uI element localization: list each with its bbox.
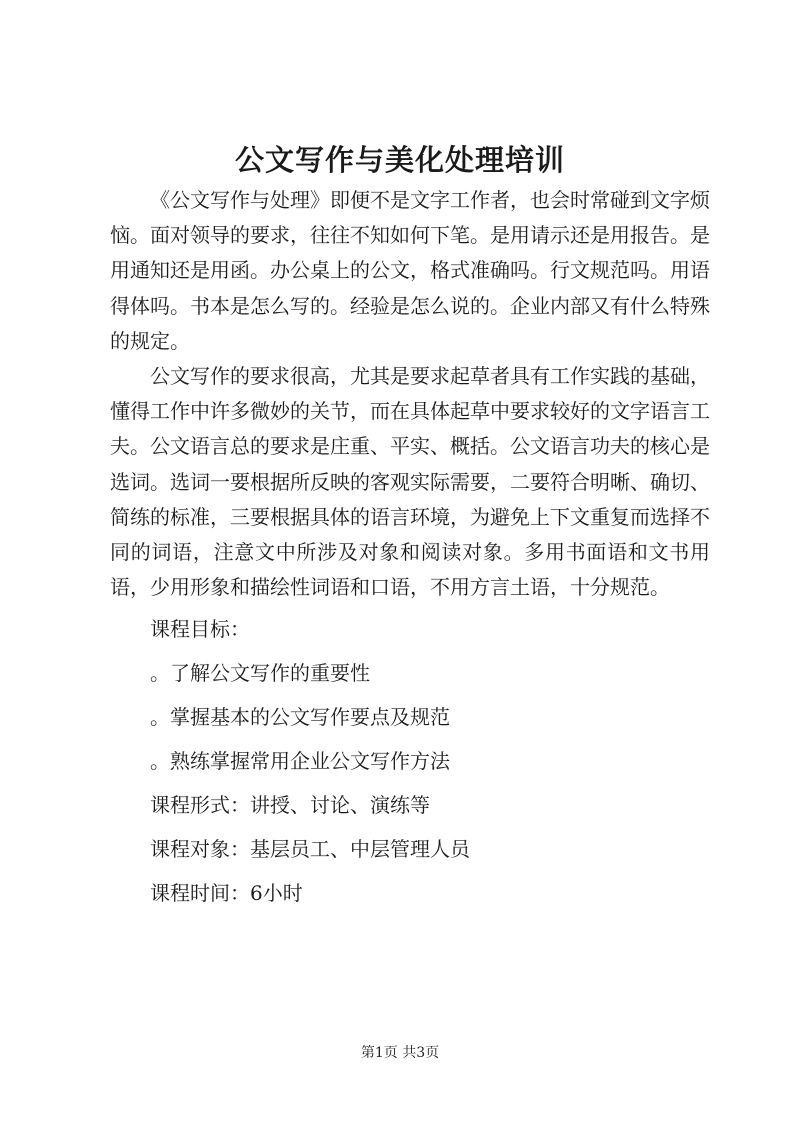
document-title: 公文写作与美化处理培训 xyxy=(234,143,565,177)
course-audience: 课程对象：基层员工、中层管理人员 xyxy=(150,837,470,862)
goal-item: 。熟练掌握常用企业公文写作方法 xyxy=(150,749,450,774)
requirements-paragraph: 公文写作的要求很高，尤其是要求起草者具有工作实践的基础，懂得工作中许多微妙的关节，而在具体起草中要求较好的文字语言工夫。公文语言总的要求是庄重、平实、概括。公文语言功夫的核心是选词。选词一要根据所反映的客观实际需要，二要符合明晰、确切、简练的标准，三要根据具体的语言环境，为避免上下文重复而选择不同的词语，注意文中所涉及对象和阅读对象。多用书面语和文书用语，少用形象和描绘性词语和口语，不用方言土语，十分规范。 xyxy=(110,364,710,600)
goal-item: 。掌握基本的公文写作要点及规范 xyxy=(150,705,450,730)
goal-item: 。了解公文写作的重要性 xyxy=(150,661,370,686)
page-indicator: 第1页 共3页 xyxy=(360,1045,440,1061)
course-format: 课程形式：讲授、讨论、演练等 xyxy=(150,793,430,818)
course-goal-label: 课程目标： xyxy=(150,617,250,642)
intro-paragraph: 《公文写作与处理》即便不是文字工作者，也会时常碰到文字烦恼。面对领导的要求，往往不知如何下笔。是用请示还是用报告。是用通知还是用函。办公桌上的公文，格式准确吗。行文规范吗。用语得体吗。书本是怎么写的。经验是怎么说的。企业内部又有什么特殊的规定。 xyxy=(110,188,710,353)
document-body xyxy=(110,183,710,915)
course-duration: 课程时间：6小时 xyxy=(150,881,303,906)
